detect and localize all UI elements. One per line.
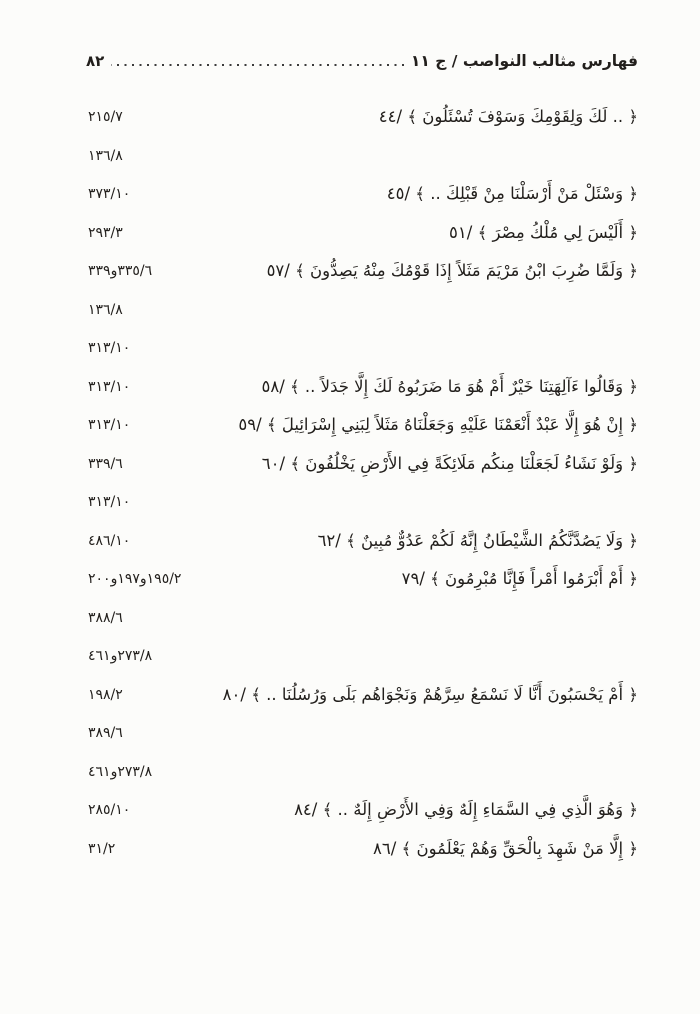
index-entry-row <box>88 560 638 599</box>
index-entry-row <box>88 329 638 368</box>
page-reference: ٢١٥/٧ <box>88 109 123 126</box>
verse-text: ﴿ وَلَا يَصُدَّنَّكُمُ الشَّيْطَانُ إِنَّهُ لَكُمْ عَدُوٌّ مُبِينٌ ﴾ /٦٢ <box>317 530 638 550</box>
index-entry-row <box>88 483 638 522</box>
page-reference: ٢٩٣/٣ <box>88 224 123 241</box>
index-entry-row <box>88 753 638 792</box>
page-reference: ٣١/٢ <box>88 840 116 857</box>
verse-text: ﴿ وَسْئَلْ مَنْ أَرْسَلْنَا مِنْ قَبْلِكَ .. ﴾ /٤٥ <box>386 184 638 203</box>
index-entry-row <box>88 291 638 330</box>
page-header <box>86 52 638 70</box>
index-entry-row <box>88 714 638 753</box>
index-entry-row <box>88 791 638 830</box>
header-title: فهارس مثالب النواصب / ج ١١ <box>410 52 638 70</box>
index-entry-row <box>88 637 638 676</box>
dotted-leader <box>111 64 404 66</box>
index-entry-row <box>88 522 638 561</box>
page-reference: ١٩٨/٢ <box>88 686 123 703</box>
page-reference: ٣١٣/١٠ <box>88 378 131 395</box>
page-reference: ٣٨٩/٦ <box>88 725 123 742</box>
page-reference: ٤٨٦/١٠ <box>88 532 131 549</box>
index-entry-row <box>88 599 638 638</box>
page-reference: ٣٣٥/٦و٣٣٩ <box>88 263 153 280</box>
page-reference: ٣٧٣/١٠ <box>88 186 131 203</box>
verse-text: ﴿ وَلَمَّا ضُرِبَ ابْنُ مَرْيَمَ مَثَلاً إِذَا قَوْمُكَ مِنْهُ يَصِدُّونَ ﴾ /٥٧ <box>266 261 638 280</box>
page-reference: ٣١٣/١٠ <box>88 417 131 434</box>
page-reference: ١٩٥/٢و١٩٧و٢٠٠ <box>88 571 182 588</box>
verse-text: ﴿ إِنْ هُوَ إِلَّا عَبْدٌ أَنْعَمْنَا عَلَيْهِ وَجَعَلْنَاهُ مَثَلاً لِبَنِي إِسْرَائِيلَ ﴾ /٥٩ <box>238 415 638 434</box>
page-reference: ٢٨٥/١٠ <box>88 802 131 819</box>
index-entry-row <box>88 445 638 484</box>
page-reference: ٣١٣/١٠ <box>88 494 131 511</box>
index-entry-row <box>88 175 638 214</box>
verse-text: ﴿ وَلَوْ نَشَاءُ لَجَعَلْنَا مِنكُم مَلَائِكَةً فِي الأَرْضِ يَخْلُفُونَ ﴾ /٦٠ <box>261 453 638 473</box>
index-entry-row <box>88 252 638 291</box>
index-entry-row <box>88 830 638 869</box>
verse-index-list <box>88 98 638 868</box>
verse-text: ﴿ وَهُوَ الَّذِي فِي السَّمَاءِ إِلَهٌ وَفِي الأَرْضِ إِلَهٌ .. ﴾ /٨٤ <box>294 800 638 819</box>
index-entry-row <box>88 98 638 137</box>
page-reference: ٢٧٣/٨و٤٦١ <box>88 763 153 780</box>
index-entry-row <box>88 406 638 445</box>
page-reference: ٣١٣/١٠ <box>88 340 131 357</box>
page-reference: ١٣٦/٨ <box>88 147 123 164</box>
verse-text: ﴿ أَلَيْسَ لِي مُلْكُ مِصْرَ ﴾ /٥١ <box>449 222 638 242</box>
page-reference: ٣٨٨/٦ <box>88 609 123 626</box>
index-entry-row <box>88 214 638 253</box>
verse-text: ﴿ وَقَالُوا ءَآلِهَتِنَا خَيْرٌ أَمْ هُوَ مَا ضَرَبُوهُ لَكَ إِلَّا جَدَلاً .. ﴾ /٥٨ <box>261 376 638 396</box>
page-reference: ١٣٦/٨ <box>88 301 123 318</box>
verse-text: ﴿ .. لَكَ وَلِقَوْمِكَ وَسَوْفَ تُسْئَلُونَ ﴾ /٤٤ <box>378 107 638 126</box>
index-entry-row <box>88 676 638 715</box>
page-reference: ٣٣٩/٦ <box>88 455 123 472</box>
index-entry-row <box>88 368 638 407</box>
page-reference: ٢٧٣/٨و٤٦١ <box>88 648 153 665</box>
index-entry-row <box>88 137 638 176</box>
verse-text: ﴿ إِلَّا مَنْ شَهِدَ بِالْحَقِّ وَهُمْ يَعْلَمُونَ ﴾ /٨٦ <box>373 838 638 858</box>
verse-text: ﴿ أَمْ يَحْسَبُونَ أَنَّا لَا نَسْمَعُ سِرَّهُمْ وَنَجْوَاهُم بَلَى وَرُسُلُنَا .. ﴾ /٨٠ <box>222 684 638 704</box>
verse-text: ﴿ أَمْ أَبْرَمُوا أَمْراً فَإِنَّا مُبْرِمُونَ ﴾ /٧٩ <box>401 569 638 588</box>
header-page-number: ٨٢ <box>86 52 105 70</box>
